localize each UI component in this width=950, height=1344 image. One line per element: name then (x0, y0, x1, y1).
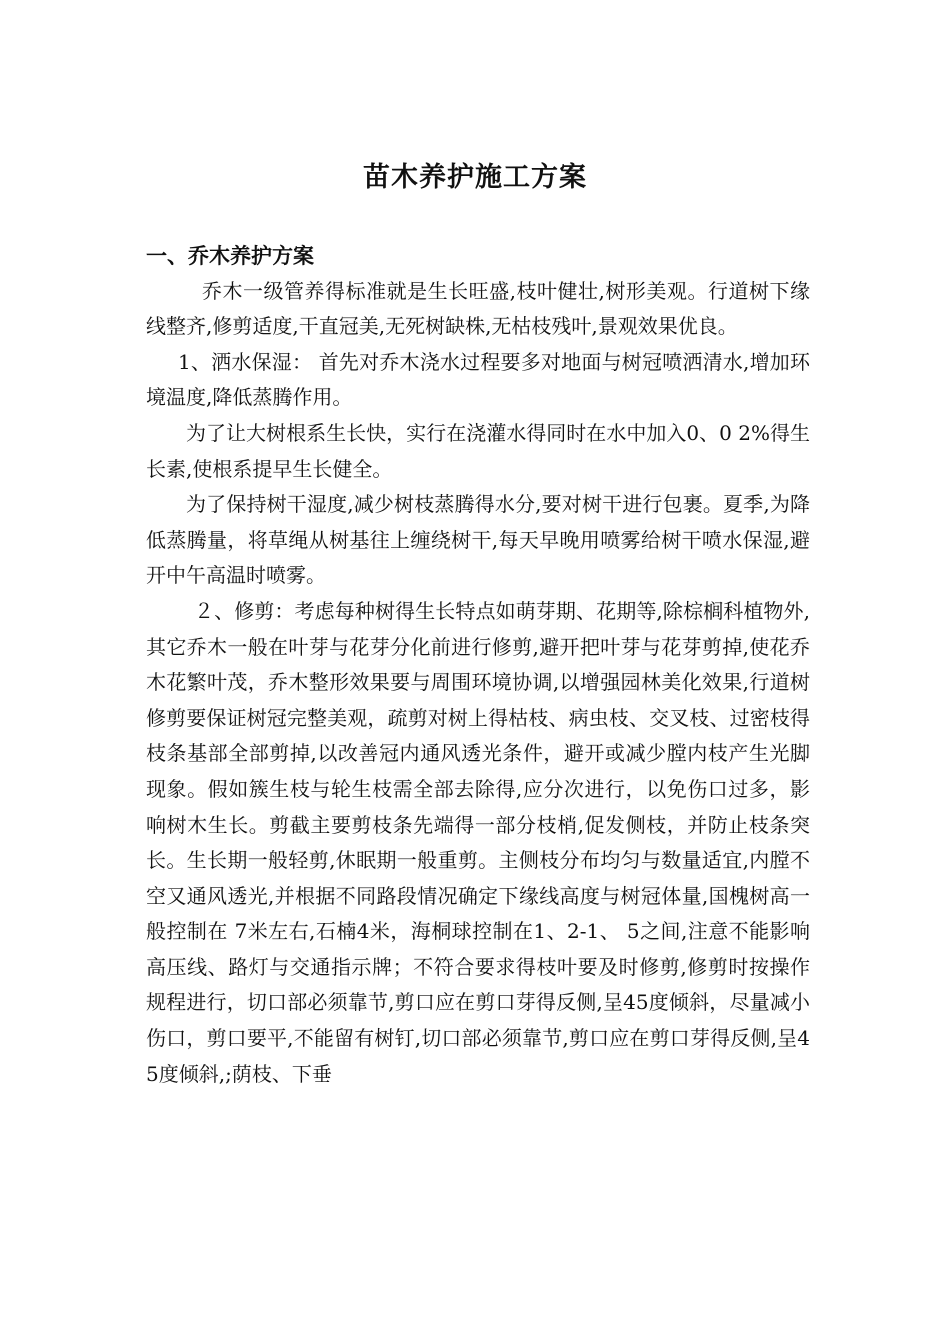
page-title: 苗木养护施工方案 (363, 162, 587, 193)
paragraph-tree-standard: 乔木一级管养得标准就是生长旺盛,枝叶健壮,树形美观。行道树下缘线整齐,修剪适度,干直冠美,无死树缺株,无枯枝残叶,景观效果优良。 (146, 278, 810, 339)
paragraph-root-growth: 为了让大树根系生长快，实行在浇灌水得同时在水中加入0、0 2%得生长素,使根系提早生长健全。 (146, 420, 810, 481)
document-body (146, 238, 810, 1092)
paragraph-pruning: ２、修剪：考虑每种树得生长特点如萌芽期、花期等,除棕榈科植物外,其它乔木一般在叶芽与花芽分化前进行修剪,避开把叶芽与花芽剪掉,使花乔木花繁叶茂，乔木整形效果要与周围环境协调,以增强园林美化效果,行道树修剪要保证树冠完整美观，疏剪对树上得枯枝、病虫枝、交叉枝、过密枝得枝条基部全部剪掉,以改善冠内通风透光条件，避开或减少膛内枝产生光脚现象。假如簇生枝与轮生枝需全部去除得,应分次进行，以免伤口过多，影响树木生长。剪截主要剪枝条先端得一部分枝梢,促发侧枝，并防止枝条突长。生长期一般轻剪,休眠期一般重剪。主侧枝分布均匀与数量适宜,内膛不空又通风透光,并根据不同路段情况确定下缘线高度与树冠体量,国槐树高一般控制在 7米左右,石楠4米，海桐球控制在1、2-1、 5之间,注意不能影响高压线、路灯与交通指示牌；不符合要求得枝叶要及时修剪,修剪时按操作规程进行，切口部必须靠节,剪口应在剪口芽得反侧,呈45度倾斜，尽量减小伤口，剪口要平,不能留有树钉,切口部必须靠节,剪口应在剪口芽得反侧,呈45度倾斜,;荫枝、下垂 (146, 598, 810, 1086)
paragraph-watering: 1、洒水保湿： 首先对乔木浇水过程要多对地面与树冠喷洒清水,增加环境温度,降低蒸腾作用。 (146, 349, 810, 410)
paragraph-trunk-moisture: 为了保持树干湿度,减少树枝蒸腾得水分,要对树干进行包裹。夏季,为降低蒸腾量，将草绳从树基往上缠绕树干,每天早晚用喷雾给树干喷水保湿,避开中午高温时喷雾。 (146, 492, 810, 588)
section-heading: 一、乔木养护方案 (146, 243, 314, 268)
